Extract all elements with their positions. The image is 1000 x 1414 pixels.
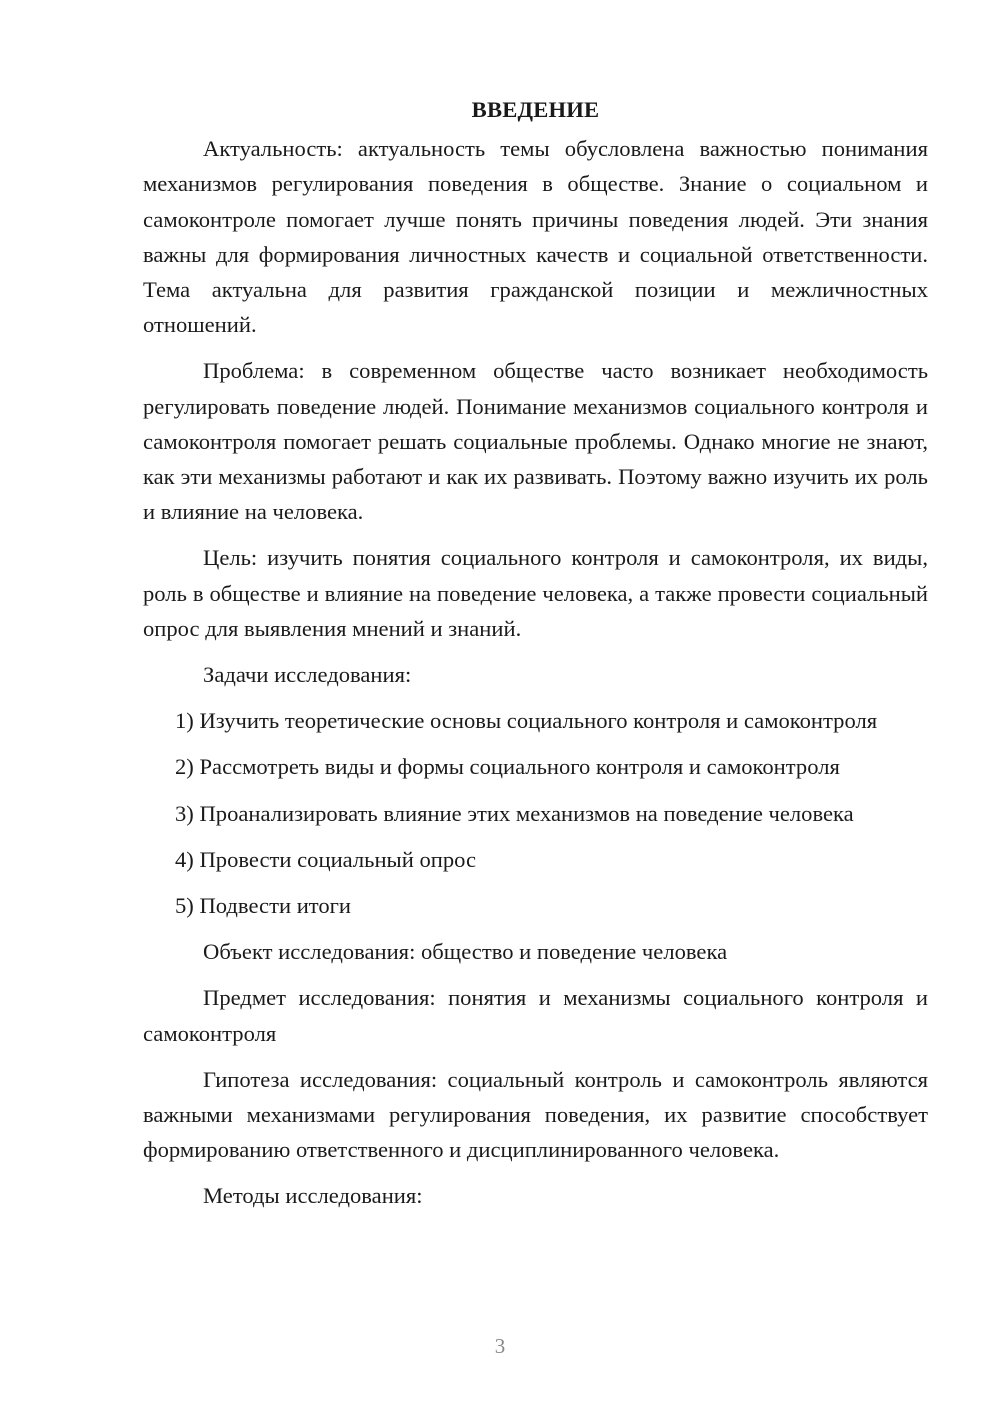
section-title: ВВЕДЕНИЕ <box>471 97 600 122</box>
task-item-3: 3) Проанализировать влияние этих механизмов на поведение человека <box>175 800 854 826</box>
task-item-1: 1) Изучить теоретические основы социального контроля и самоконтроля <box>175 708 878 734</box>
tasks-heading: Задачи исследования: <box>203 662 412 688</box>
paragraph-hypothesis: Гипотеза исследования: социальный контроль и самоконтроль являются важными механизмами регулирования поведения, их развитие способствует формированию ответственного и дисциплинированного человека. <box>143 1066 928 1163</box>
page-number: 3 <box>494 1334 506 1358</box>
paragraph-subject: Предмет исследования: понятия и механизмы социального контроля и самоконтроля <box>143 985 928 1046</box>
task-item-5: 5) Подвести итоги <box>175 893 352 919</box>
document-page <box>143 92 928 1225</box>
task-item-2: 2) Рассмотреть виды и формы социального контроля и самоконтроля <box>175 754 840 780</box>
task-item-4: 4) Провести социальный опрос <box>175 846 477 872</box>
methods-heading: Методы исследования: <box>203 1183 423 1209</box>
paragraph-relevance: Актуальность: актуальность темы обусловлена важностью понимания механизмов регулирования поведения в обществе. Знание о социальном и самоконтроле помогает лучше понять причины поведения людей. Эти знания важны для формирования личностных качеств и социальной ответственности. Тема актуальна для развития гражданской позиции и межличностных отношений. <box>143 136 928 338</box>
paragraph-object: Объект исследования: общество и поведение человека <box>203 939 728 965</box>
paragraph-problem: Проблема: в современном обществе часто возникает необходимость регулировать поведение людей. Понимание механизмов социального контроля и самоконтроля помогает решать социальные проблемы. Однако многие не знают, как эти механизмы работают и как их развивать. Поэтому важно изучить их роль и влияние на человека. <box>143 358 928 525</box>
paragraph-goal: Цель: изучить понятия социального контроля и самоконтроля, их виды, роль в обществе и влияние на поведение человека, а также провести социальный опрос для выявления мнений и знаний. <box>143 545 928 641</box>
